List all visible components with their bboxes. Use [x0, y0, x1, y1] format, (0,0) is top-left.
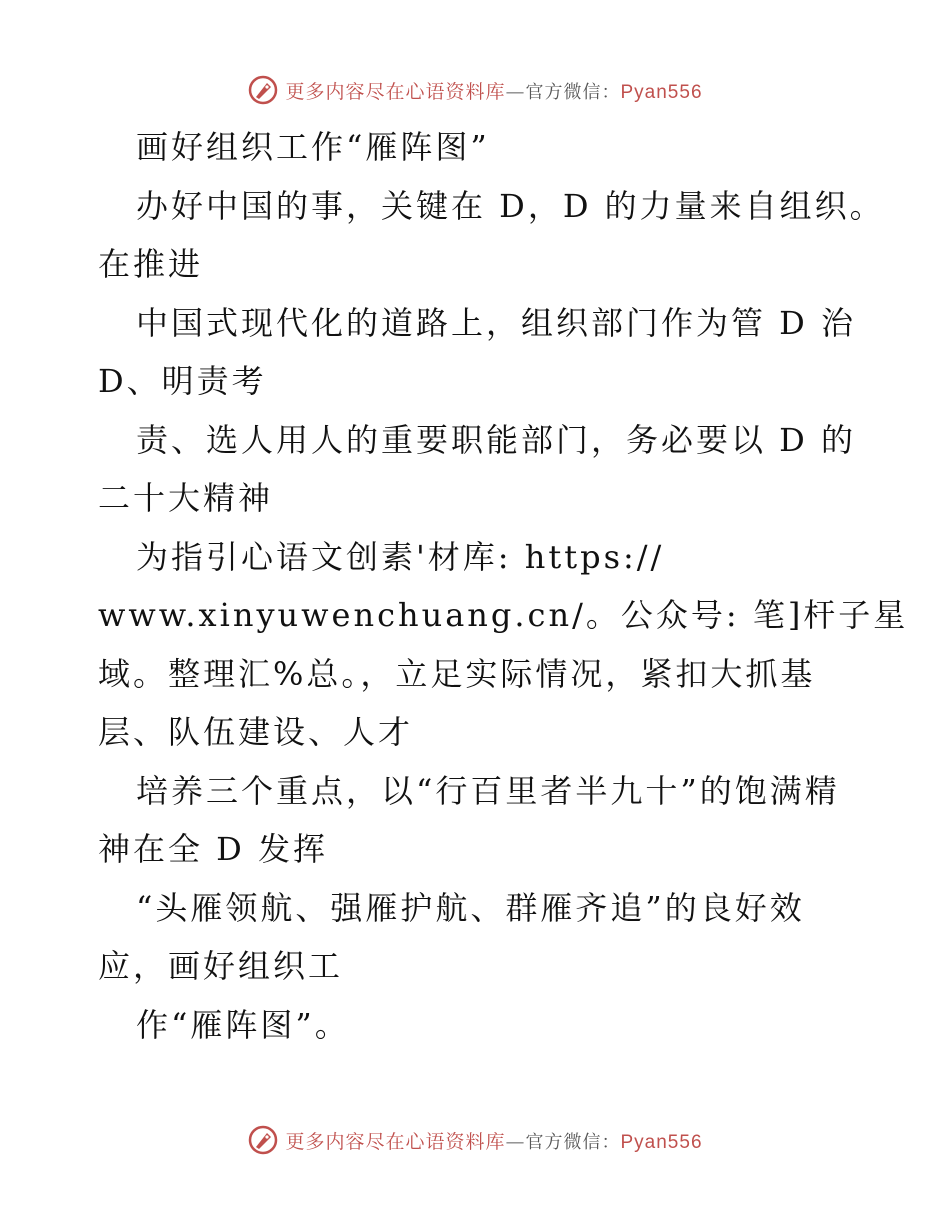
- footer-watermark: [0, 1120, 950, 1160]
- document-title: 画好组织工作“雁阵图”: [136, 128, 490, 166]
- watermark-text: [285, 1127, 702, 1154]
- paragraph-line: 作“雁阵图”。: [136, 1005, 350, 1044]
- watermark-wechat-id: Pyan556: [620, 81, 703, 103]
- watermark-wechat-label: 官方微信：: [525, 1131, 621, 1153]
- document-body: [98, 118, 909, 1054]
- watermark-wechat-id: Pyan556: [620, 1131, 703, 1153]
- watermark-site-text: 更多内容尽在心语资料库: [285, 80, 506, 103]
- paragraph-line: 域。整理汇%总。，立足实际情况，紧扣大抓基: [98, 654, 816, 693]
- pen-nib-logo-icon: [247, 74, 279, 106]
- paragraph-line: 办好中国的事，关键在 D，D 的力量来自组织。: [136, 186, 885, 225]
- watermark-text: [285, 77, 702, 104]
- paragraph-line: “头雁领航、强雁护航、群雁齐追”的良好效: [136, 888, 805, 927]
- paragraph-line: 神在全 D 发挥: [98, 830, 329, 868]
- pen-nib-logo-icon: [247, 1124, 279, 1156]
- watermark-dash: —: [505, 80, 526, 103]
- paragraph-line: 二十大精神: [98, 479, 274, 517]
- paragraph-line: 中国式现代化的道路上，组织部门作为管 D 治: [136, 303, 857, 342]
- paragraph-line: 责、选人用人的重要职能部门，务必要以 D 的: [136, 420, 857, 459]
- watermark-wechat-label: 官方微信：: [525, 81, 621, 103]
- paragraph-line: 培养三个重点，以“行百里者半九十”的饱满精: [136, 771, 840, 810]
- paragraph-line: 在推进: [98, 245, 204, 283]
- watermark-dash: —: [505, 1130, 526, 1153]
- paragraph-line: 层、队伍建设、人才: [98, 713, 414, 751]
- header-watermark: [0, 70, 950, 110]
- paragraph-line: D、明责考: [98, 362, 267, 400]
- watermark-site-text: 更多内容尽在心语资料库: [285, 1130, 506, 1153]
- paragraph-line: www.xinyuwenchuang.cn/。公众号: 笔]杆子星: [98, 596, 909, 634]
- paragraph-line: 为指引心语文创素'材库: https://: [136, 537, 665, 576]
- paragraph-line: 应，画好组织工: [98, 947, 344, 985]
